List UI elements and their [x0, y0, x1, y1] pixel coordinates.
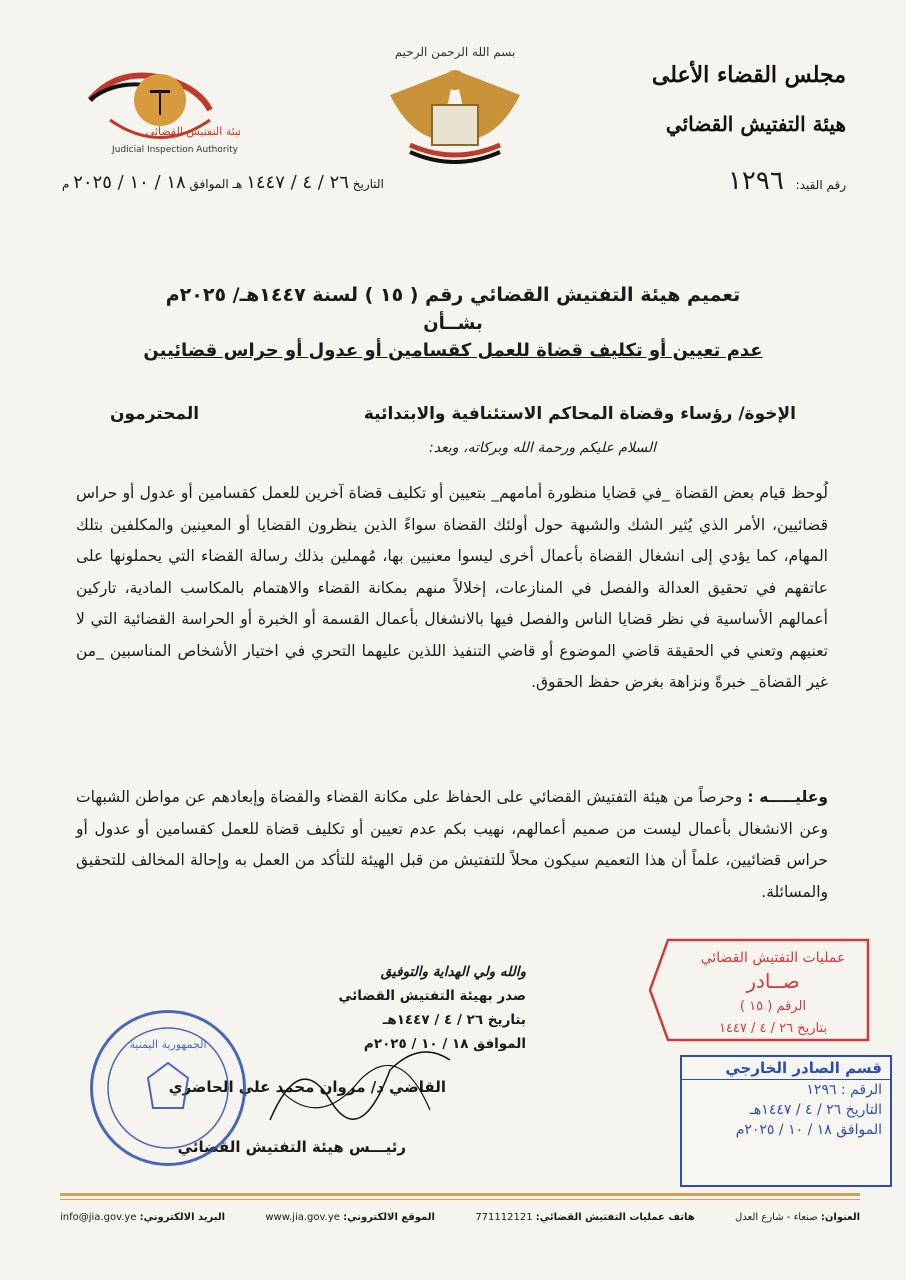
circular-subject: عدم تعيين أو تكليف قضاة للعمل كقسامين أو عدول أو حراس قضائيين	[143, 340, 763, 361]
date-label: التاريخ	[352, 177, 384, 191]
footer-address-label: العنوان:	[820, 1212, 860, 1223]
body-paragraph-2	[76, 782, 828, 908]
body-paragraph-1: لُوحظ قيام بعض القضاة _في قضايا منظورة أمامهم_ بتعيين أو تكليف قضاة آخرين للعمل كقسامين أو عدول أو حراس قضائيين، الأمر الذي يُثير الشك والشبهة حول أولئك القضاة سواءً الذين ينظرون القضايا أو المعينين والمكلفين بتلك المهام، كما يؤدي إلى انشغال القضاة بأعمال أخرى ليسوا معنيين بها، مُهملين بذلك رسالة القضاء التي يحملونها على عاتقهم في تحقيق العدالة والفصل في المنازعات، إخلالاً منهم بمكانة القضاء والاهتمام بالمكاسب المادية، تاركين أعمالهم الأساسية في نظر قضايا الناس والفصل فيها بالانشغال بأعمال القسمة أو الخبرة أو الحراسة القضائية التي لا تعنيهم وتعني في الحقيقة قاضي الموضوع أو قاضي التنفيذ اللذين عليهما التحري في اختيار الأشخاص المناسبين _من غير القضاة_ خبرةً ونزاهة بغرض حفظ الحقوق.	[76, 484, 828, 691]
box-stamp-title: قسم الصادر الخارجي	[682, 1057, 890, 1080]
footer-phone-label: هاتف عمليات التفتيش القضائي:	[535, 1212, 695, 1223]
date-line	[62, 172, 384, 193]
footer-phone	[475, 1212, 694, 1223]
logo-english-text: Judicial Inspection Authority	[112, 145, 238, 155]
footer-site-value: www.jia.gov.ye	[265, 1212, 340, 1223]
round-official-stamp	[90, 1010, 246, 1166]
red-stamp-number: الرقم ( ١٥ )	[739, 999, 807, 1014]
footer-rule	[60, 1193, 860, 1196]
footer-phone-value: 771112121	[475, 1212, 533, 1223]
footer	[60, 1212, 860, 1223]
authority-logo	[80, 60, 240, 160]
red-stamp-word: صــادر	[746, 969, 800, 993]
hijri-suffix: هـ الموافق	[189, 177, 243, 191]
footer-email-value: info@jia.gov.ye	[60, 1212, 137, 1223]
therefore-lead: وعليـــــه :	[747, 788, 828, 806]
national-emblem	[370, 40, 540, 185]
closing-line-3: بتاريخ ٢٦ / ٤ / ١٤٤٧هـ	[382, 1012, 526, 1028]
closing-line-4: الموافق ١٨ / ١٠ / ٢٠٢٥م	[363, 1036, 526, 1052]
handwritten-signature	[260, 1030, 460, 1140]
footer-rule-thin	[60, 1199, 860, 1200]
signer-name: القاضي د/ مروان محمد علي الحاضري	[168, 1078, 446, 1096]
closing-line-2: صدر بهيئة التفتيش القضائي	[338, 988, 526, 1004]
box-stamp-date: التاريخ ٢٦ / ٤ / ١٤٤٧هـ	[749, 1102, 882, 1118]
about-word: بشــأن	[423, 313, 483, 334]
respected: المحترمون	[110, 404, 200, 424]
footer-address-value: صنعاء - شارع العدل	[735, 1212, 818, 1223]
closing-line-1: والله ولي الهداية والتوفيق	[380, 964, 526, 980]
outgoing-register-stamp	[680, 1055, 892, 1187]
ref-number: ١٢٩٦	[727, 166, 784, 196]
date-gregorian: ١٨ / ١٠ / ٢٠٢٥	[73, 172, 186, 193]
authority-name: هيئة التفتيش القضائي	[665, 112, 846, 136]
date-hijri: ٢٦ / ٤ / ١٤٤٧	[246, 172, 349, 193]
addressee: الإخوة/ رؤساء وقضاة المحاكم الاستئنافية والابتدائية	[363, 404, 796, 424]
greg-suffix: م	[62, 177, 70, 191]
stamp-blue-text: الجمهورية اليمنية	[129, 1038, 207, 1051]
footer-email	[60, 1212, 225, 1223]
box-stamp-number: الرقم : ١٢٩٦	[806, 1082, 882, 1098]
box-stamp-gregorian: الموافق ١٨ / ١٠ / ٢٠٢٥م	[735, 1122, 882, 1138]
council-name: مجلس القضاء الأعلى	[651, 62, 846, 88]
ref-label: رقم القيد:	[795, 178, 846, 192]
footer-address	[735, 1212, 860, 1223]
red-stamp-title: عمليات التفتيش القضائي	[700, 950, 846, 966]
outgoing-red-stamp	[648, 930, 880, 1050]
greeting: السلام عليكم ورحمة الله وبركاته، وبعد:	[429, 440, 656, 456]
circular-title: تعميم هيئة التفتيش القضائي رقم ( ١٥ ) لسنة ١٤٤٧هـ/ ٢٠٢٥م	[165, 284, 741, 306]
paragraph-2-text: وحرصاً من هيئة التفتيش القضائي على الحفاظ على مكانة القضاء والقضاة وإبعادهم عن مواطن الشبهات وعن الانشغال بأعمال ليست من صميم أعمالهم، نهيب بكم عدم تعيين أو تكليف قضاة للعمل كقسامين أو عدول أو حراس قضائيين، علماً أن هذا التعميم سيكون محلاً للتفتيش من قبل الهيئة للتأكد من العمل به وإحالة المخالف للتحقيق والمسائلة.	[76, 788, 828, 901]
footer-website	[265, 1212, 435, 1223]
footer-email-label: البريد الالكتروني:	[139, 1212, 226, 1223]
logo-arabic-text: هيئة التفتيش القضائي	[145, 125, 240, 138]
signer-title: رئيـــس هيئة التفتيش القضائي	[177, 1138, 406, 1156]
footer-site-label: الموقع الالكتروني:	[343, 1212, 435, 1223]
basmala-text: بسم الله الرحمن الرحيم	[394, 45, 516, 59]
red-stamp-date: بتاريخ ٢٦ / ٤ / ١٤٤٧	[718, 1021, 828, 1036]
reference-line	[728, 166, 846, 196]
